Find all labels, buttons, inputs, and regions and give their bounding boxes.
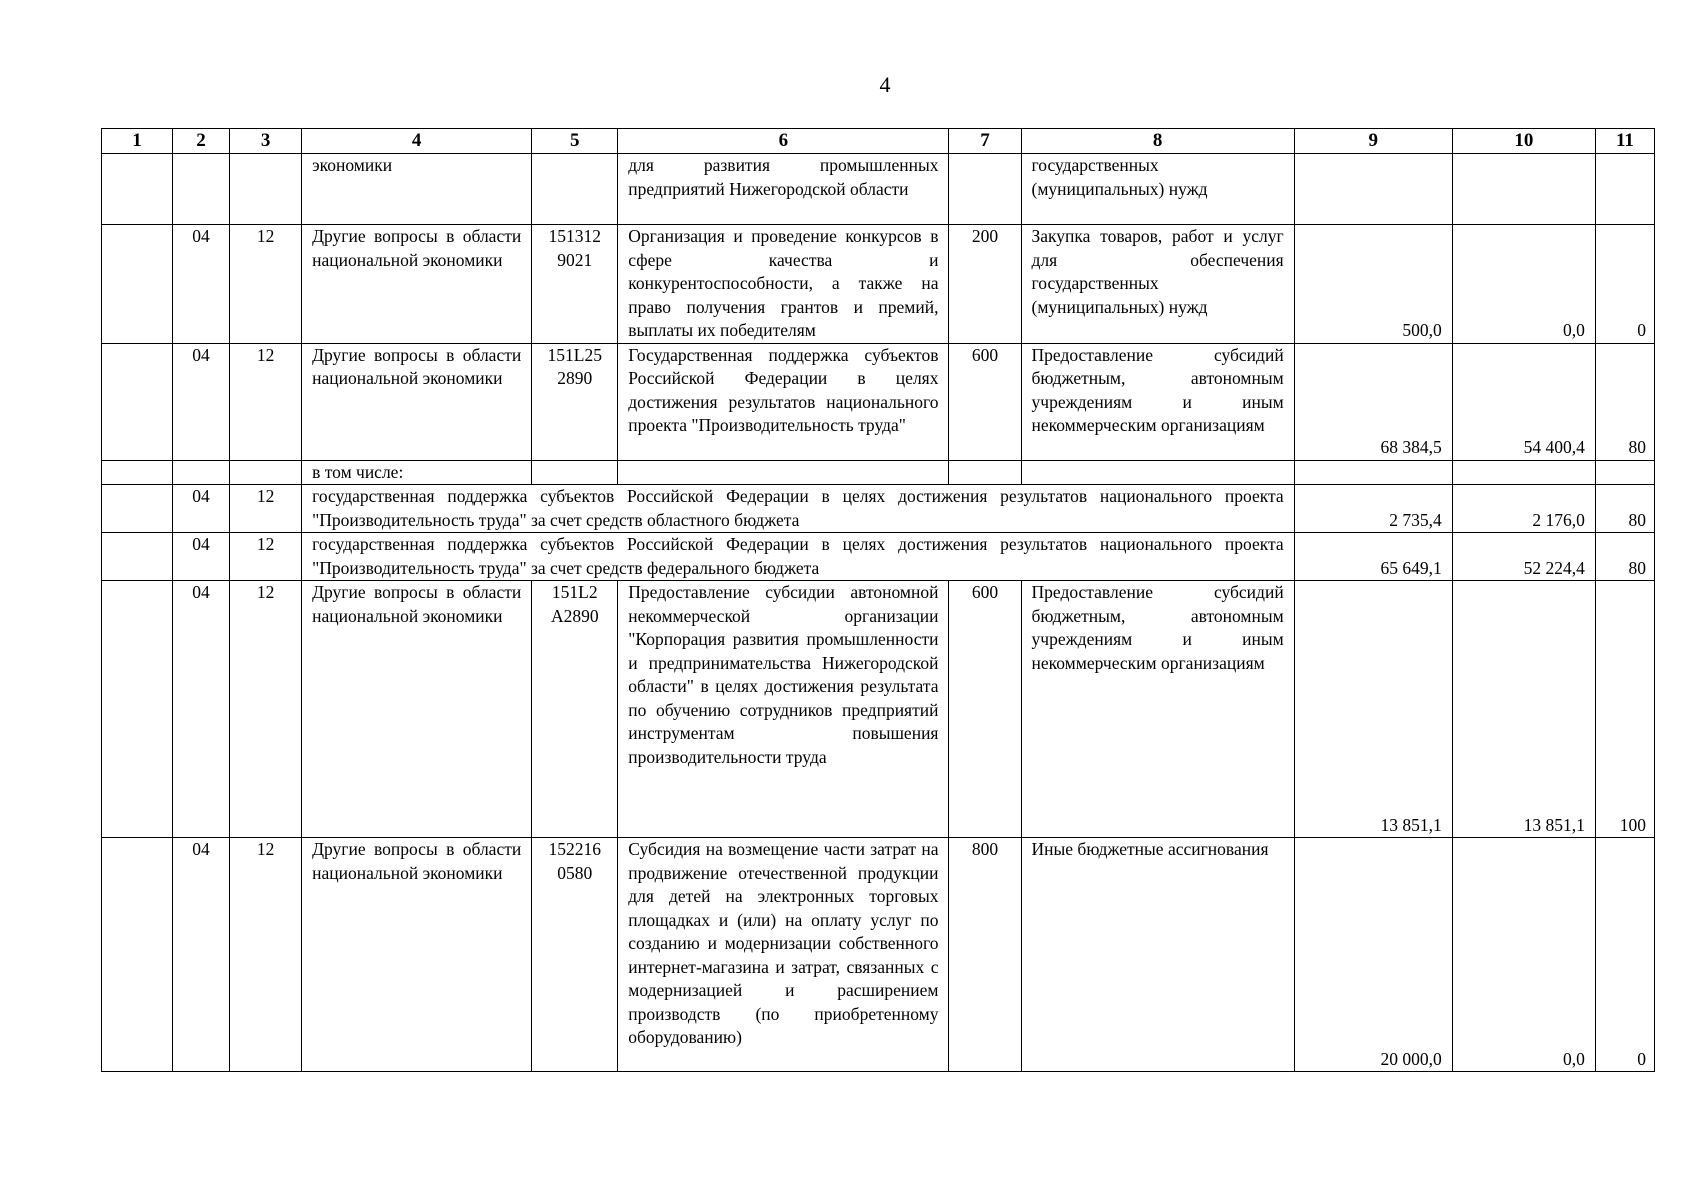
cell-empty xyxy=(102,485,173,533)
cell-subitem-text: государственная поддержка субъектов Российской Федерации в целях достижения результатов национального проекта "Производительность труда" за счет средств федерального бюджета xyxy=(302,533,1295,581)
cell-empty xyxy=(532,460,618,485)
cell-empty xyxy=(1452,460,1595,485)
cell-target-name: Предоставление субсидии автономной некоммерческой организации "Корпорация развития промышленности и предпринимательства Нижегородской области" в целях достижения результата по обучению сотрудников предприятий инструментам повышения производительности труда xyxy=(618,581,949,838)
col-header-1: 1 xyxy=(102,129,173,154)
cell-plan: 20 000,0 xyxy=(1294,838,1452,1072)
cell-razdel: 04 xyxy=(173,225,230,344)
cell-razdel: 04 xyxy=(173,485,230,533)
cell-section xyxy=(102,581,173,838)
cell-target-name: Государственная поддержка субъектов Российской Федерации в целях достижения результатов национального проекта "Производительность труда" xyxy=(618,343,949,460)
cell-razdel: 04 xyxy=(173,533,230,581)
cell-target-name: для развития промышленных предприятий Нижегородской области xyxy=(618,154,949,225)
cell-empty xyxy=(618,460,949,485)
cell-plan: 2 735,4 xyxy=(1294,485,1452,533)
cell-expense-name: Предоставление субсидий бюджетным, автономным учреждениям и иным некоммерческим организациям xyxy=(1021,343,1294,460)
cell-plan xyxy=(1294,154,1452,225)
cell-podrazdel xyxy=(230,154,302,225)
cell-percent: 100 xyxy=(1595,581,1654,838)
cell-target-code: 152216 0580 xyxy=(532,838,618,1072)
col-header-6: 6 xyxy=(618,129,949,154)
table-row xyxy=(102,225,1655,344)
cell-section xyxy=(102,343,173,460)
table-row xyxy=(102,838,1655,1072)
cell-target-code: 151L25 2890 xyxy=(532,343,618,460)
col-header-8: 8 xyxy=(1021,129,1294,154)
budget-table xyxy=(101,128,1655,1072)
cell-target-name: Субсидия на возмещение части затрат на продвижение отечественной продукции для детей на электронных торговых площадках и (или) на оплату услуг по созданию и модернизации собственного интернет-магазина и затрат, связанных с модернизацией и расширением производств (по приобретенному оборудованию) xyxy=(618,838,949,1072)
cell-percent xyxy=(1595,154,1654,225)
cell-razdel-name: Другие вопросы в области национальной экономики xyxy=(302,581,532,838)
cell-empty xyxy=(1294,460,1452,485)
cell-percent: 0 xyxy=(1595,838,1654,1072)
col-header-7: 7 xyxy=(949,129,1021,154)
cell-section xyxy=(102,225,173,344)
cell-fact: 52 224,4 xyxy=(1452,533,1595,581)
cell-empty xyxy=(230,460,302,485)
cell-expense-code xyxy=(949,154,1021,225)
cell-fact: 2 176,0 xyxy=(1452,485,1595,533)
cell-razdel-name: Другие вопросы в области национальной экономики xyxy=(302,225,532,344)
col-header-3: 3 xyxy=(230,129,302,154)
cell-empty xyxy=(949,460,1021,485)
cell-section xyxy=(102,154,173,225)
cell-empty xyxy=(1021,460,1294,485)
cell-razdel: 04 xyxy=(173,838,230,1072)
cell-podrazdel: 12 xyxy=(230,343,302,460)
cell-expense-name: Закупка товаров, работ и услуг для обеспечения государственных (муниципальных) нужд xyxy=(1021,225,1294,344)
col-header-4: 4 xyxy=(302,129,532,154)
cell-expense-code: 600 xyxy=(949,581,1021,838)
cell-percent: 0 xyxy=(1595,225,1654,344)
cell-razdel-name: экономики xyxy=(302,154,532,225)
cell-percent: 80 xyxy=(1595,533,1654,581)
col-header-2: 2 xyxy=(173,129,230,154)
cell-target-code xyxy=(532,154,618,225)
cell-empty xyxy=(173,460,230,485)
cell-razdel xyxy=(173,154,230,225)
cell-fact: 13 851,1 xyxy=(1452,581,1595,838)
cell-fact: 0,0 xyxy=(1452,838,1595,1072)
table-row-subitem xyxy=(102,485,1655,533)
cell-target-name: Организация и проведение конкурсов в сфере качества и конкурентоспособности, а также на право получения грантов и премий, выплаты их победителям xyxy=(618,225,949,344)
cell-target-code: 151L2 A2890 xyxy=(532,581,618,838)
cell-fact: 0,0 xyxy=(1452,225,1595,344)
col-header-5: 5 xyxy=(532,129,618,154)
cell-expense-code: 800 xyxy=(949,838,1021,1072)
header-row xyxy=(102,129,1655,154)
cell-podrazdel: 12 xyxy=(230,485,302,533)
cell-fact: 54 400,4 xyxy=(1452,343,1595,460)
table-row xyxy=(102,154,1655,225)
cell-fact xyxy=(1452,154,1595,225)
cell-razdel-name: Другие вопросы в области национальной экономики xyxy=(302,343,532,460)
col-header-10: 10 xyxy=(1452,129,1595,154)
cell-expense-code: 600 xyxy=(949,343,1021,460)
cell-podrazdel: 12 xyxy=(230,533,302,581)
cell-expense-code: 200 xyxy=(949,225,1021,344)
table-row-including xyxy=(102,460,1655,485)
cell-section xyxy=(102,838,173,1072)
cell-percent: 80 xyxy=(1595,343,1654,460)
cell-podrazdel: 12 xyxy=(230,838,302,1072)
cell-expense-name: Иные бюджетные ассигнования xyxy=(1021,838,1294,1072)
including-label: в том числе: xyxy=(302,460,532,485)
cell-podrazdel: 12 xyxy=(230,581,302,838)
cell-expense-name: государственных (муниципальных) нужд xyxy=(1021,154,1294,225)
cell-percent: 80 xyxy=(1595,485,1654,533)
cell-razdel-name: Другие вопросы в области национальной экономики xyxy=(302,838,532,1072)
cell-razdel: 04 xyxy=(173,343,230,460)
cell-empty xyxy=(102,533,173,581)
cell-plan: 65 649,1 xyxy=(1294,533,1452,581)
page-number: 4 xyxy=(879,72,891,97)
table-row xyxy=(102,581,1655,838)
col-header-11: 11 xyxy=(1595,129,1654,154)
cell-target-code: 151312 9021 xyxy=(532,225,618,344)
cell-empty xyxy=(1595,460,1654,485)
table-row xyxy=(102,343,1655,460)
cell-razdel: 04 xyxy=(173,581,230,838)
cell-plan: 500,0 xyxy=(1294,225,1452,344)
cell-subitem-text: государственная поддержка субъектов Российской Федерации в целях достижения результатов национального проекта "Производительность труда" за счет средств областного бюджета xyxy=(302,485,1295,533)
cell-empty xyxy=(102,460,173,485)
cell-plan: 68 384,5 xyxy=(1294,343,1452,460)
cell-podrazdel: 12 xyxy=(230,225,302,344)
cell-plan: 13 851,1 xyxy=(1294,581,1452,838)
cell-expense-name: Предоставление субсидий бюджетным, автономным учреждениям и иным некоммерческим организациям xyxy=(1021,581,1294,838)
table-row-subitem xyxy=(102,533,1655,581)
col-header-9: 9 xyxy=(1294,129,1452,154)
